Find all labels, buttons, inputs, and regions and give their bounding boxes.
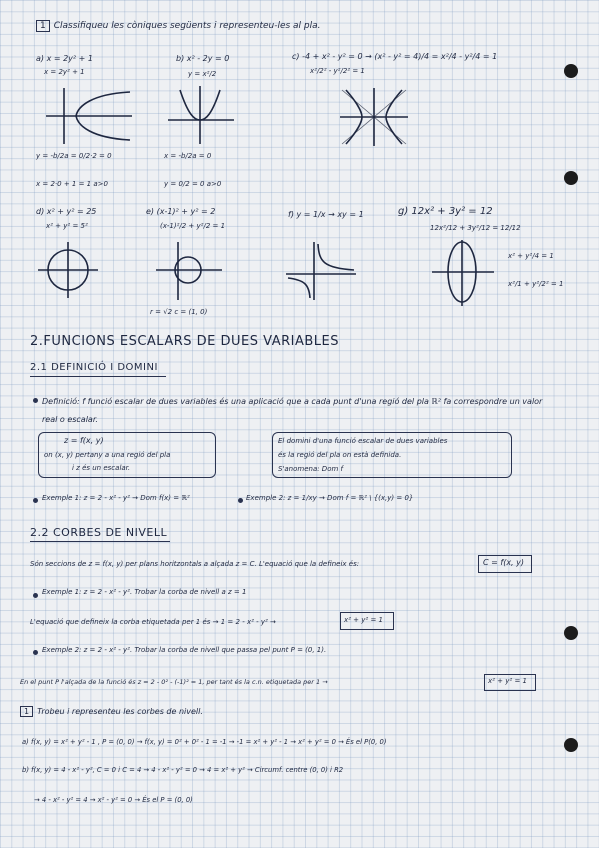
conic-a-xcalc: x = 2·0 + 1 = 1 a>0 (36, 180, 108, 188)
conic-g-equation-3: x² + y²/4 = 1 (508, 252, 554, 260)
conic-b-ycalc: y = 0/2 = 0 a>0 (164, 180, 222, 188)
exercise-title-text: Classifiqueu les còniques següents i representeu-les al pla. (53, 21, 321, 31)
definition-text: Definició: f funció escalar de dues variables és una aplicació que a cada punt d'una regió del pla ℝ² fa correspondre un valor real o escalar. (42, 397, 543, 424)
box-left-line-3: i z és un escalar. (72, 464, 131, 472)
exercise-title (20, 706, 203, 717)
conic-c-equation-2: x²/2² - y²/2² = 1 (310, 67, 365, 75)
level-curve-intro: Són seccions de z = f(x, y) per plans horitzontals a alçada z = C. L'equació que la defineix és: (30, 560, 360, 568)
section-22-underline (30, 541, 170, 542)
exercise-title-text: Trobeu i representeu les corbes de nivell. (37, 707, 203, 716)
binder-hole (564, 171, 578, 185)
conic-g-equation-4: x²/1 + y²/2² = 1 (508, 280, 564, 288)
bullet (33, 398, 38, 403)
level-curve-example-2: Exemple 2: z = 2 - x² - y². Trobar la corba de nivell que passa pel punt P = (0, 1). (42, 646, 327, 654)
conic-f-equation: f) y = 1/x → xy = 1 (288, 210, 364, 219)
section-22-title: 2.2 CORBES DE NIVELL (30, 526, 168, 539)
level-curve-example-1-work: L'equació que defineix la corba etiquetada per 1 és → 1 = 2 - x² - y² → (30, 618, 276, 626)
conic-a-vertex: y = -b/2a = 0/2·2 = 0 (36, 152, 112, 160)
circle-e-sketch (152, 240, 224, 302)
bullet (33, 498, 38, 503)
box-left-line-2: on (x, y) pertany a una regió del pla (44, 451, 171, 459)
binder-hole (564, 738, 578, 752)
section-21-underline (30, 376, 166, 377)
box-left-line-1: z = f(x, y) (64, 436, 104, 445)
conic-g-equation-2: 12x²/12 + 3y²/12 = 12/12 (430, 224, 521, 232)
conic-e-equation: e) (x-1)² + y² = 2 (146, 207, 216, 216)
conic-e-equation-2: (x-1)²/2 + y²/2 = 1 (160, 222, 226, 230)
binder-hole (564, 626, 578, 640)
hyperbola-f-sketch (284, 240, 358, 302)
conic-e-center: r = √2 c = (1, 0) (150, 308, 208, 316)
section-21-title: 2.1 DEFINICIÓ I DOMINI (30, 362, 158, 373)
bullet (33, 650, 38, 655)
example-1-domain: Exemple 1: z = 2 - x² - y² → Dom f(x) = ℝ² (42, 494, 190, 502)
boxed-equation-text: x² + y² = 1 (344, 616, 383, 624)
exercise-number: 1 (20, 706, 33, 717)
box-right-line-3: S'anomena: Dom f (278, 465, 343, 473)
bullet (238, 498, 243, 503)
level-curve-example-1: Exemple 1: z = 2 - x² - y². Trobar la corba de nivell a z = 1 (42, 588, 247, 596)
example-2-domain: Exemple 2: z = 1/xy → Dom f = ℝ² \ {(x,y) = 0} (246, 494, 414, 502)
conic-d-equation-2: x² + y² = 5² (46, 222, 88, 230)
conic-a-equation: a) x = 2y² + 1 (36, 54, 93, 63)
exercise-part-b-line-1: b) f(x, y) = 4 - x² - y², C = 0 i C = 4 → 4 - x² - y² = 0 → 4 = x² + y² → Circumf. centre (0, 0) i R2 (22, 766, 344, 774)
box-right-line-2: és la regió del pla on està definida. (278, 451, 402, 459)
exercise-part-b-line-2: → 4 - x² - y² = 4 → x² - y² = 0 → És el P = (0, 0) (34, 796, 193, 804)
exercise-number: 1 (36, 20, 50, 32)
conic-a-equation-2: x = 2y² + 1 (44, 68, 85, 76)
exercise-part-a: a) f(x, y) = x² + y² - 1 , P = (0, 0) → f(x, y) = 0² + 0² - 1 = -1 → -1 = x² + y² - 1 → x² + y² = 0 → És el P(0, 0) (22, 738, 387, 746)
conic-b-equation-2: y = x²/2 (188, 70, 217, 78)
bullet (33, 593, 38, 598)
ellipse-g-sketch (430, 238, 496, 308)
level-curve-example-2-work: En el punt P l'alçada de la funció és z = 2 - 0² - (-1)² = 1, per tant és la c.n. etiquetada per 1 → (20, 678, 328, 686)
parabola-a-sketch (42, 86, 142, 146)
binder-hole (564, 64, 578, 78)
parabola-b-sketch (160, 84, 240, 146)
exercise-1-title (36, 20, 321, 32)
box-right-line-1: El domini d'una funció escalar de dues variables (278, 437, 448, 445)
circle-d-sketch (36, 240, 100, 300)
conic-g-equation: g) 12x² + 3y² = 12 (398, 206, 493, 217)
boxed-equation-text: C = f(x, y) (483, 558, 524, 567)
hyperbola-c-sketch (334, 86, 414, 148)
conic-b-equation: b) x² - 2y = 0 (176, 54, 230, 63)
conic-b-vertex: x = -b/2a = 0 (164, 152, 212, 160)
boxed-equation-text: x² + y² = 1 (488, 677, 527, 685)
section-2-title: 2.FUNCIONS ESCALARS DE DUES VARIABLES (30, 334, 339, 349)
conic-d-equation: d) x² + y² = 25 (36, 207, 97, 216)
conic-c-equation: c) -4 + x² - y² = 0 → (x² - y² = 4)/4 = x²/4 - y²/4 = 1 (292, 52, 498, 61)
